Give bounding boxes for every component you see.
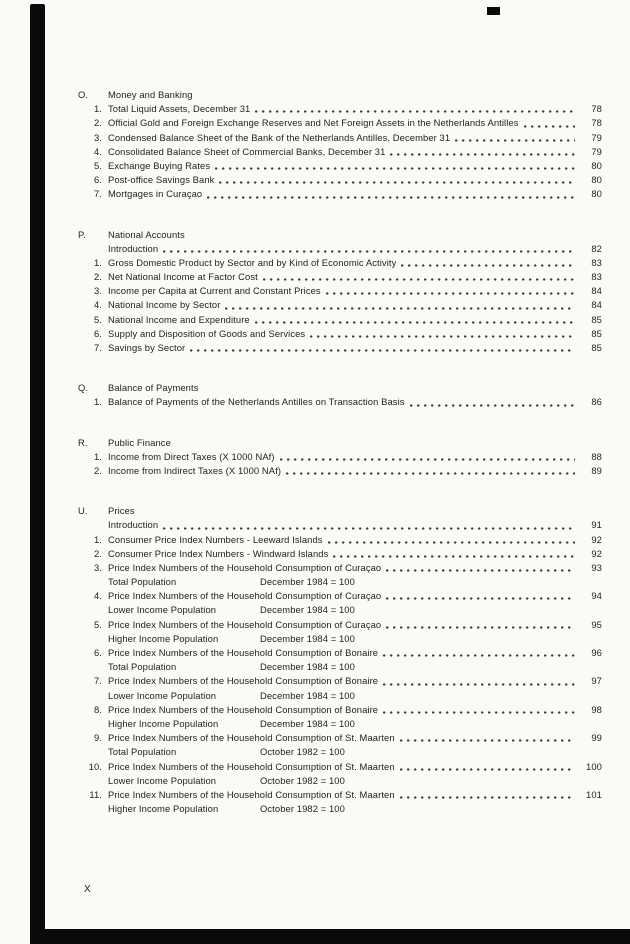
entry-page-number: 88 [591,450,602,462]
entry-number: 2. [93,547,102,559]
entry-number: 6. [93,647,102,658]
entry-title: Balance of Payments of the Netherlands Antilles on Transaction Basis [108,396,405,408]
entry-number: 5. [93,313,102,325]
toc-entry [78,674,602,688]
dot-leader [410,404,575,407]
dot-leader [400,739,575,742]
entry-page-number: 83 [591,271,602,283]
toc-section [78,228,602,356]
toc-entry-subline [78,689,602,703]
entry-page-number: 80 [591,188,602,200]
entry-title: Price Index Numbers of the Household Consumption of St. Maarten [108,732,395,744]
entry-number: 2. [93,271,102,283]
subline-base-period: December 1984 = 100 [260,717,355,729]
entry-page-number: 91 [591,519,602,531]
toc-entry-subline [78,575,602,589]
dot-leader [225,307,575,310]
entry-page-number: 92 [591,547,602,559]
entry-number: 7. [93,188,102,200]
subline-base-period: October 1982 = 100 [260,746,345,758]
entry-title: Price Index Numbers of the Household Consumption of Bonaire [108,647,379,658]
entry-title: Introduction [108,519,159,531]
toc-entry [78,187,602,201]
entry-title: Condensed Balance Sheet of the Bank of the Netherlands Antilles, December 31 [108,131,451,143]
entry-title: Post-office Savings Bank [108,174,215,186]
dot-leader [524,125,576,128]
toc-entry [78,327,602,341]
entry-page-number: 80 [591,159,602,171]
scan-mark-top-right [487,7,500,15]
dot-leader [215,167,575,170]
toc-entry [78,450,602,464]
toc-entry-subline [78,660,602,674]
section-header [78,88,602,102]
entry-title: Savings by Sector [108,342,186,353]
subline-population-label: Total Population [108,746,177,758]
toc-entry-subline [78,603,602,617]
subline-population-label: Higher Income Population [108,803,219,815]
entry-page-number: 85 [591,313,602,325]
entry-number: 1. [93,533,102,545]
entry-number: 1. [93,103,102,115]
entry-number: 9. [93,732,102,744]
entry-title: Official Gold and Foreign Exchange Reserves and Net Foreign Assets in the Netherlands Antilles [108,117,519,129]
toc-entry [78,159,602,173]
subline-base-period: October 1982 = 100 [260,803,345,815]
entry-number: 2. [93,117,102,129]
dot-leader [401,264,575,267]
entry-number: 1. [93,396,102,408]
entry-number: 10. [88,760,102,772]
toc-section [78,504,602,816]
toc-entry-subline [78,774,602,788]
dot-leader [263,278,575,281]
entry-page-number: 89 [591,464,602,476]
scan-edge-bottom-bar [30,929,630,944]
entry-page-number: 101 [586,788,602,800]
subline-population-label: Total Population [108,661,177,673]
entry-number: 2. [93,464,102,476]
subline-population-label: Lower Income Population [108,774,217,786]
subline-base-period: December 1984 = 100 [260,604,355,616]
toc-entry [78,102,602,116]
footer-page-number: X [84,884,91,895]
entry-title: Price Index Numbers of the Household Consumption of Bonaire [108,675,379,687]
dot-leader [255,110,575,113]
dot-leader [280,458,575,461]
entry-number: 7. [93,342,102,353]
entry-number: 4. [93,145,102,157]
toc-entry-subline [78,717,602,731]
entry-title: Net National Income at Factor Cost [108,271,258,283]
toc-entry [78,256,602,270]
entry-number: 11. [89,788,102,800]
toc-section [78,88,602,202]
entry-title: National Income and Expenditure [108,313,250,325]
entry-number: 4. [93,299,102,311]
entry-page-number: 78 [591,117,602,129]
entry-page-number: 83 [591,256,602,268]
dot-leader [383,711,575,714]
toc-entry [78,116,602,130]
entry-page-number: 79 [591,145,602,157]
dot-leader [310,335,575,338]
entry-page-number: 79 [591,131,602,143]
toc-entry [78,242,602,256]
toc-entry [78,284,602,298]
entry-page-number: 80 [591,174,602,186]
dot-leader [400,768,575,771]
toc-entry [78,145,602,159]
section-letter: P. [78,228,86,240]
section-title: National Accounts [108,228,185,240]
entry-page-number: 82 [591,242,602,254]
entry-number: 4. [93,590,102,602]
dot-leader [400,796,575,799]
entry-number: 3. [93,131,102,143]
entry-page-number: 97 [591,675,602,687]
entry-page-number: 93 [591,561,602,573]
section-title: Prices [108,505,135,517]
toc-entry [78,646,602,660]
entry-page-number: 100 [586,760,602,772]
entry-number: 8. [93,703,102,715]
entry-page-number: 85 [591,342,602,353]
entry-page-number: 94 [591,590,602,602]
toc-entry [78,270,602,284]
section-letter: U. [78,505,88,517]
subline [108,774,345,788]
entry-number: 3. [93,285,102,297]
subline-population-label: Total Population [108,576,177,588]
subline [108,802,345,816]
entry-title: Consolidated Balance Sheet of Commercial Banks, December 31 [108,145,386,157]
table-of-contents [78,88,602,816]
entry-title: Supply and Disposition of Goods and Services [108,327,306,339]
subline [108,660,355,674]
toc-entry [78,547,602,561]
section-title: Public Finance [108,436,171,448]
toc-section [78,381,602,409]
dot-leader [286,472,575,475]
toc-entry [78,760,602,774]
section-letter: R. [78,436,88,448]
entry-title: Price Index Numbers of the Household Consumption of Curaçao [108,618,382,630]
entry-number: 5. [93,159,102,171]
dot-leader [383,683,575,686]
toc-entry-subline [78,802,602,816]
entry-number: 1. [93,450,102,462]
entry-number: 5. [93,618,102,630]
entry-page-number: 84 [591,299,602,311]
entry-page-number: 95 [591,618,602,630]
section-header [78,436,602,450]
toc-section [78,436,602,479]
entry-title: Income from Indirect Taxes (X 1000 NAf) [108,464,282,476]
dot-leader [386,569,575,572]
toc-entry [78,131,602,145]
entry-title: Income per Capita at Current and Constant Prices [108,285,321,297]
toc-entry [78,618,602,632]
entry-page-number: 92 [591,533,602,545]
entry-page-number: 84 [591,285,602,297]
subline [108,717,355,731]
dot-leader [383,654,575,657]
dot-leader [455,139,575,142]
toc-entry [78,173,602,187]
toc-entry [78,589,602,603]
entry-title: Total Liquid Assets, December 31 [108,103,251,115]
toc-entry [78,341,602,355]
toc-entry [78,298,602,312]
subline-population-label: Lower Income Population [108,604,217,616]
section-header [78,381,602,395]
subline [108,745,345,759]
entry-title: Price Index Numbers of the Household Consumption of St. Maarten [108,788,395,800]
subline [108,632,355,646]
toc-entry [78,788,602,802]
entry-title: Income from Direct Taxes (X 1000 NAf) [108,450,275,462]
entry-number: 6. [93,327,102,339]
entry-title: National Income by Sector [108,299,221,311]
section-letter: Q. [78,382,89,394]
entry-page-number: 96 [591,647,602,658]
dot-leader [390,153,575,156]
entry-title: Introduction [108,242,159,254]
entry-page-number: 78 [591,103,602,115]
entry-title: Price Index Numbers of the Household Consumption of Curaçao [108,561,382,573]
subline [108,575,355,589]
subline [108,603,355,617]
entry-title: Consumer Price Index Numbers - Leeward Islands [108,533,323,545]
dot-leader [207,196,575,199]
toc-entry [78,703,602,717]
entry-number: 7. [93,675,102,687]
subline-population-label: Lower Income Population [108,689,217,701]
dot-leader [190,349,575,352]
entry-title: Price Index Numbers of the Household Consumption of Bonaire [108,703,379,715]
entry-title: Exchange Buying Rates [108,159,211,171]
dot-leader [328,541,575,544]
toc-entry [78,313,602,327]
entry-title: Mortgages in Curaçao [108,188,203,200]
subline-base-period: December 1984 = 100 [260,576,355,588]
entry-page-number: 86 [591,396,602,408]
entry-title: Price Index Numbers of the Household Consumption of Curaçao [108,590,382,602]
dot-leader [333,555,575,558]
section-header [78,228,602,242]
dot-leader [163,527,575,530]
toc-entry [78,464,602,478]
toc-entry [78,561,602,575]
section-letter: O. [78,89,89,100]
subline-population-label: Higher Income Population [108,717,219,729]
entry-number: 6. [93,174,102,186]
toc-entry [78,533,602,547]
toc-entry [78,518,602,532]
subline-base-period: October 1982 = 100 [260,774,345,786]
subline-base-period: December 1984 = 100 [260,661,355,673]
dot-leader [219,181,575,184]
toc-entry [78,731,602,745]
entry-page-number: 85 [591,327,602,339]
entry-number: 1. [93,256,102,268]
section-title: Money and Banking [108,89,193,100]
entry-title: Gross Domestic Product by Sector and by Kind of Economic Activity [108,256,397,268]
scan-edge-left-bar [30,4,45,936]
dot-leader [326,292,575,295]
subline-base-period: December 1984 = 100 [260,689,355,701]
section-header [78,504,602,518]
entry-page-number: 98 [591,703,602,715]
subline-base-period: December 1984 = 100 [260,632,355,644]
entry-title: Price Index Numbers of the Household Consumption of St. Maarten [108,760,395,772]
entry-title: Consumer Price Index Numbers - Windward Islands [108,547,329,559]
dot-leader [255,321,575,324]
subline-population-label: Higher Income Population [108,632,219,644]
subline [108,689,355,703]
toc-entry-subline [78,745,602,759]
toc-entry [78,395,602,409]
entry-number: 3. [93,561,102,573]
dot-leader [386,626,575,629]
toc-entry-subline [78,632,602,646]
entry-page-number: 99 [591,732,602,744]
section-title: Balance of Payments [108,382,199,394]
dot-leader [163,250,575,253]
dot-leader [386,597,575,600]
